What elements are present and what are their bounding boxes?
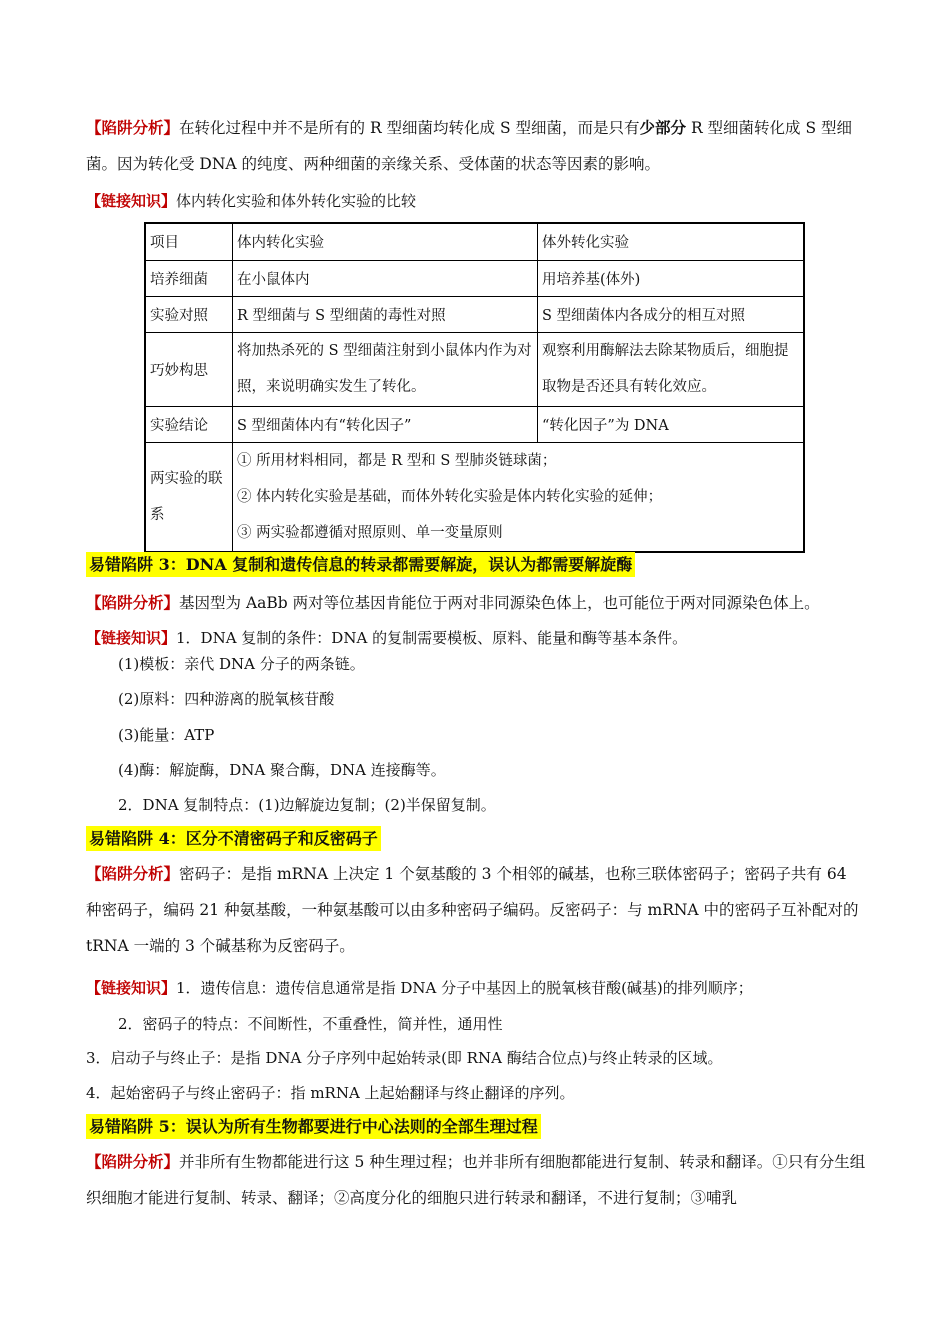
trap4-analysis [86, 856, 866, 964]
trap5-analysis [86, 1144, 866, 1216]
trap-analysis-emphasis: 少部分 [639, 118, 687, 137]
trap5-heading: 易错陷阱 5：误认为所有生物都要进行中心法则的全部生理过程 [86, 1114, 541, 1139]
relation-items-cell [233, 442, 805, 552]
trap4-item: 3．启动子与终止子：是指 DNA 分子序列中起始转录(即 RNA 酶结合位点)与终止转录的区域。 [86, 1049, 723, 1067]
table-row-relation [145, 442, 804, 552]
trap3-analysis-text: 基因型为 AaBb 两对等位基因肯能位于两对非同源染色体上，也可能位于两对同源染色体上。 [179, 594, 820, 612]
table-cell: 实验对照 [145, 296, 233, 332]
trap3-item: (3)能量：ATP [118, 726, 215, 744]
trap3-item: (1)模板：亲代 DNA 分子的两条链。 [118, 655, 365, 673]
table-cell: R 型细菌与 S 型细菌的毒性对照 [233, 296, 538, 332]
table-header-cell: 项目 [145, 223, 233, 260]
link-knowledge-tag: 【链接知识】 [86, 979, 177, 997]
table-header-row [145, 223, 804, 260]
table-cell: S 型细菌体内有“转化因子” [233, 406, 538, 442]
table-cell: 实验结论 [145, 406, 233, 442]
link-knowledge-line [86, 190, 416, 211]
trap3-item: (4)酶：解旋酶，DNA 聚合酶，DNA 连接酶等。 [118, 761, 446, 779]
trap-analysis-paragraph [86, 110, 866, 182]
trap-analysis-text: 在转化过程中并不是所有的 R 型细菌均转化成 S 型细菌，而是只有 [179, 119, 640, 137]
trap3-item: 2．DNA 复制特点：(1)边解旋边复制；(2)半保留复制。 [118, 796, 496, 814]
table-cell: 观察利用酶解法去除某物质后，细胞提取物是否还具有转化效应。 [538, 332, 805, 406]
table-header-cell: 体外转化实验 [538, 223, 805, 260]
trap4-analysis-text: 密码子：是指 mRNA 上决定 1 个氨基酸的 3 个相邻的碱基，也称三联体密码子；密码子共有 64 种密码子，编码 21 种氨基酸，一种氨基酸可以由多种密码子编码。反密码子：与 mRNA 中的密码子互补配对的 tRNA 一端的 3 个碱基称为反密码子。 [86, 865, 859, 955]
table-cell: 用培养基(体外) [538, 260, 805, 296]
trap4-item: 4．起始密码子与终止密码子：指 mRNA 上起始翻译与终止翻译的序列。 [86, 1084, 575, 1102]
trap-analysis-tag: 【陷阱分析】 [86, 118, 180, 137]
table-cell: “转化因子”为 DNA [538, 406, 805, 442]
relation-item: ① 所用材料相同，都是 R 型和 S 型肺炎链球菌； [237, 452, 557, 469]
trap4-link [86, 977, 753, 998]
trap-analysis-tag: 【陷阱分析】 [86, 1152, 180, 1171]
table-cell: S 型细菌体内各成分的相互对照 [538, 296, 805, 332]
table-header-cell: 体内转化实验 [233, 223, 538, 260]
table-cell: 将加热杀死的 S 型细菌注射到小鼠体内作为对照，来说明确实发生了转化。 [233, 332, 538, 406]
trap-analysis-tag: 【陷阱分析】 [86, 593, 180, 612]
trap5-analysis-text: 并非所有生物都能进行这 5 种生理过程；也并非所有细胞都能进行复制、转录和翻译。①只有分生组织细胞才能进行复制、转录、翻译；②高度分化的细胞只进行转录和翻译，不进行复制；③哺乳 [86, 1153, 866, 1207]
table-cell: 巧妙构思 [145, 332, 233, 406]
table-row [145, 260, 804, 296]
trap3-heading: 易错陷阱 3：DNA 复制和遗传信息的转录都需要解旋，误认为都需要解旋酶 [86, 552, 635, 577]
trap4-heading: 易错陷阱 4：区分不清密码子和反密码子 [86, 826, 381, 851]
trap4-link-text: 1．遗传信息：遗传信息通常是指 DNA 分子中基因上的脱氧核苷酸(碱基)的排列顺序； [176, 979, 753, 997]
comparison-table [144, 222, 805, 553]
link-knowledge-text: 体内转化实验和体外转化实验的比较 [176, 192, 417, 210]
trap4-item: 2．密码子的特点：不间断性，不重叠性，简并性，通用性 [118, 1015, 503, 1033]
link-knowledge-tag: 【链接知识】 [86, 192, 177, 210]
trap-analysis-text-cont: R 型细菌转化成 S 型细菌。因为转化受 DNA 的纯度、两种细菌的亲缘关系、受体菌的状态等因素的影响。 [86, 119, 853, 173]
link-knowledge-tag: 【链接知识】 [86, 629, 177, 647]
table-cell: 培养细菌 [145, 260, 233, 296]
trap3-item: (2)原料：四种游离的脱氧核苷酸 [118, 690, 335, 708]
relation-label-cell: 两实验的联系 [145, 442, 233, 552]
trap3-link-text: 1．DNA 复制的条件：DNA 的复制需要模板、原料、能量和酶等基本条件。 [176, 629, 688, 647]
table-cell: 在小鼠体内 [233, 260, 538, 296]
table-row [145, 296, 804, 332]
relation-item: ③ 两实验都遵循对照原则、单一变量原则 [237, 524, 503, 541]
table-row [145, 406, 804, 442]
relation-item: ② 体内转化实验是基础，而体外转化实验是体内转化实验的延伸； [237, 488, 663, 505]
trap3-link [86, 627, 687, 648]
trap3-analysis [86, 591, 820, 613]
trap-analysis-tag: 【陷阱分析】 [86, 864, 180, 883]
table-row [145, 332, 804, 406]
